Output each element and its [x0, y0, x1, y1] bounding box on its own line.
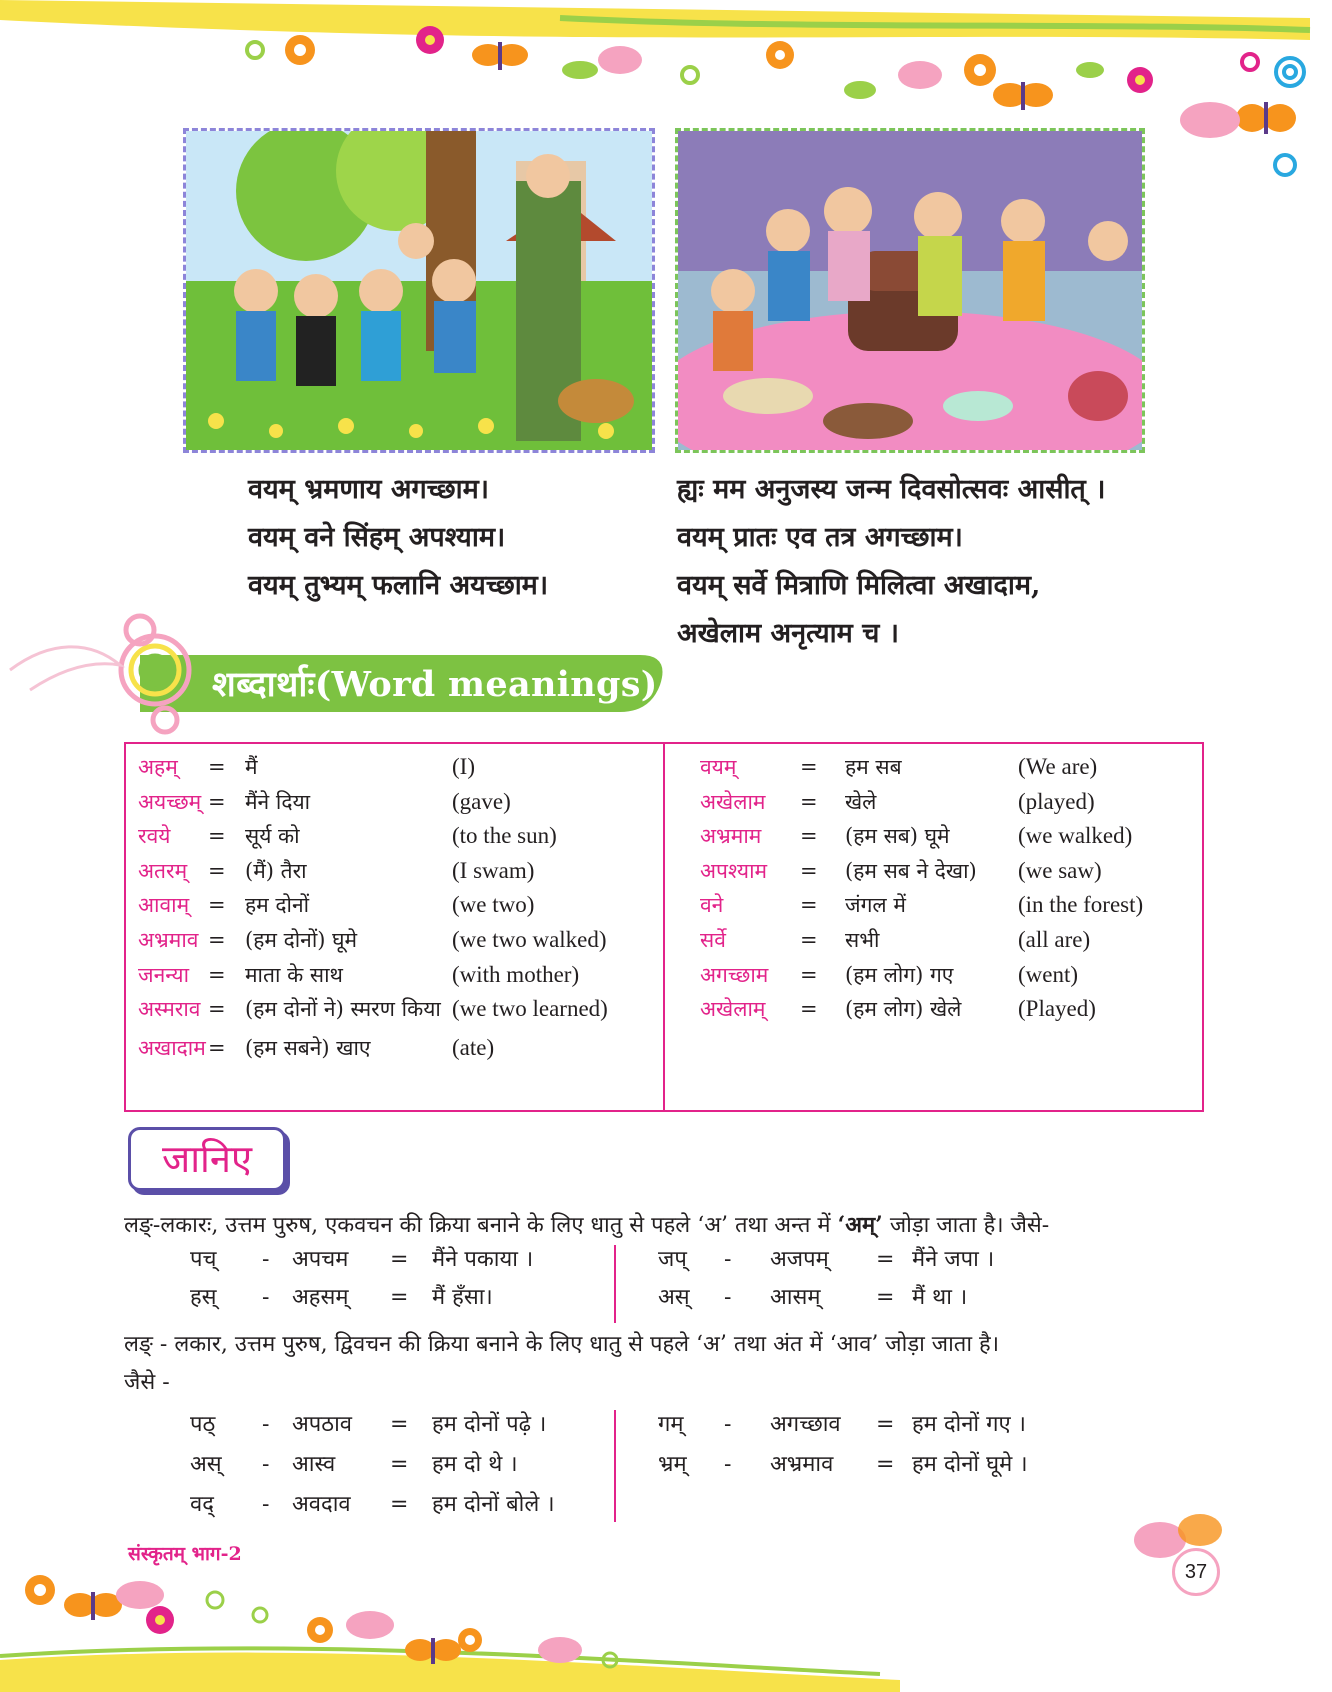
rule1-bold: ‘अम्’ — [837, 1212, 883, 1238]
example-root: पच् — [190, 1247, 217, 1272]
word-equals: = — [208, 997, 226, 1022]
flower-icon — [146, 1606, 174, 1634]
word-hindi: हम सब — [845, 755, 902, 779]
example-dash: - — [262, 1492, 270, 1517]
word-english: (gave) — [452, 788, 511, 814]
word-meaning-row — [138, 856, 658, 886]
word-english: (I swam) — [452, 857, 535, 883]
example-form: अवदाव — [292, 1492, 351, 1517]
word-sanskrit: जनन्या — [138, 962, 190, 987]
example-dash: - — [262, 1412, 270, 1437]
example-root: अस् — [658, 1285, 690, 1310]
example-eq: = — [390, 1247, 409, 1272]
examples-singular — [0, 1245, 1332, 1330]
rule2-line2: जैसे - — [124, 1370, 170, 1395]
word-equals: = — [800, 893, 818, 918]
word-english: (all are) — [1018, 927, 1091, 952]
example-meaning: मैं था । — [912, 1285, 968, 1310]
flower-icon — [458, 1628, 482, 1652]
bottom-decorative-border — [0, 1570, 1332, 1692]
example-form: अपठाव — [292, 1412, 353, 1437]
example-dash: - — [262, 1247, 270, 1272]
butterfly-icon — [1236, 102, 1296, 134]
word-sanskrit: अयच्छम् — [138, 789, 202, 814]
example-form: अगच्छाव — [770, 1412, 841, 1437]
word-english: (we walked) — [1018, 823, 1133, 849]
word-sanskrit: अहम् — [138, 755, 178, 779]
word-equals: = — [208, 1035, 226, 1060]
book-title: संस्कृतम् भाग-2 — [128, 1543, 242, 1565]
flower-icon — [766, 41, 794, 69]
word-meaning-row — [700, 890, 1200, 920]
word-hindi: सभी — [845, 928, 880, 952]
example-dash: - — [262, 1285, 270, 1310]
example-form: अभ्रमाव — [770, 1452, 834, 1477]
word-english: (We are) — [1018, 754, 1098, 779]
birthday-party-illustration — [675, 128, 1145, 453]
word-meaning-row — [138, 752, 658, 782]
word-meaning-row — [700, 787, 1200, 817]
word-meanings-heading: शब्दार्थाः(Word meanings) — [212, 664, 658, 705]
example-root: वद् — [190, 1492, 214, 1517]
example-eq: = — [390, 1452, 409, 1477]
flower-icon — [964, 54, 996, 86]
word-sanskrit: रवये — [138, 824, 171, 849]
word-sanskrit: वने — [700, 893, 724, 918]
example-root: भ्रम् — [658, 1452, 687, 1477]
example-meaning: मैंने पकाया । — [432, 1247, 534, 1272]
word-sanskrit: सर्वे — [700, 928, 726, 952]
examples-divider — [614, 1410, 616, 1522]
example-dash: - — [724, 1285, 732, 1310]
word-meaning-row — [700, 994, 1200, 1024]
word-english: (we two) — [452, 892, 535, 918]
rule1-text — [124, 1210, 1049, 1241]
table-divider — [663, 742, 665, 1112]
examples-divider — [614, 1245, 616, 1323]
word-meaning-row — [700, 752, 1200, 782]
word-equals: = — [800, 962, 818, 987]
word-sanskrit: अभ्रमाव — [138, 928, 199, 952]
word-hindi: (हम लोग) गए — [845, 962, 954, 987]
example-eq: = — [390, 1412, 409, 1437]
verse-line: वयम् सर्वे मित्राणि मिलित्वा अखादाम, — [677, 570, 1041, 601]
word-english: (to the sun) — [452, 823, 557, 849]
word-meaning-row — [700, 960, 1200, 990]
word-meanings-left — [138, 752, 658, 1102]
janiye-title: जानिए — [162, 1137, 252, 1181]
word-sanskrit: अस्मराव — [138, 997, 201, 1022]
example-eq: = — [876, 1412, 895, 1437]
word-hindi: (हम सबने) खाए — [245, 1035, 371, 1060]
word-hindi: सूर्य को — [245, 824, 300, 849]
word-sanskrit: अखादाम — [138, 1035, 206, 1060]
word-english: (I) — [452, 754, 475, 779]
word-meaning-row — [138, 1033, 658, 1063]
word-sanskrit: अतरम् — [138, 858, 188, 883]
word-meaning-row — [138, 994, 658, 1024]
word-equals: = — [800, 997, 818, 1022]
verses-left — [248, 466, 548, 610]
word-meaning-row — [138, 787, 658, 817]
flower-icon — [1127, 67, 1153, 93]
example-eq: = — [390, 1492, 409, 1517]
word-equals: = — [800, 789, 818, 814]
word-english: (we saw) — [1018, 857, 1102, 883]
picnic-illustration — [183, 128, 655, 453]
page-number: 37 — [1172, 1548, 1220, 1596]
example-root: जप् — [658, 1247, 687, 1272]
word-meaning-row — [138, 890, 658, 920]
word-equals: = — [800, 928, 818, 952]
word-english: (in the forest) — [1018, 892, 1144, 918]
word-english: (played) — [1018, 788, 1095, 814]
example-eq: = — [876, 1285, 895, 1310]
word-sanskrit: अगच्छाम — [700, 962, 769, 987]
butterfly-icon — [472, 42, 528, 70]
word-sanskrit: अखेलाम् — [700, 997, 766, 1022]
verse-line: ह्यः मम अनुजस्य जन्म दिवसोत्सवः आसीत् । — [677, 474, 1106, 505]
example-dash: - — [724, 1412, 732, 1437]
word-equals: = — [800, 755, 818, 779]
word-sanskrit: अपश्याम — [700, 858, 768, 883]
word-hindi: (हम लोग) खेले — [845, 997, 962, 1022]
verses-right — [677, 466, 1105, 658]
example-meaning: मैंने जपा । — [912, 1247, 995, 1272]
verse-line: वयम् प्रातः एव तत्र अगच्छाम। — [677, 522, 963, 553]
example-root: गम् — [658, 1412, 684, 1437]
butterfly-icon — [993, 82, 1053, 110]
example-form: अपचम — [292, 1247, 349, 1272]
example-dash: - — [724, 1452, 732, 1477]
example-root: अस् — [190, 1452, 222, 1477]
flower-icon — [285, 35, 315, 65]
word-hindi: (हम सब) घूमे — [845, 824, 950, 849]
word-meanings-right — [700, 752, 1200, 1102]
word-hindi: माता के साथ — [245, 962, 343, 987]
word-sanskrit: अभ्रमाम — [700, 824, 762, 849]
rule1-part: लङ्-लकारः, उत्तम पुरुष, एकवचन की क्रिया बनाने के लिए धातु से पहले ‘अ’ तथा अन्त में — [124, 1213, 838, 1238]
word-meaning-row — [700, 856, 1200, 886]
example-meaning: हम दोनों पढ़े । — [432, 1412, 547, 1437]
example-meaning: हम दोनों गए । — [912, 1412, 1026, 1437]
word-meaning-row — [138, 821, 658, 851]
word-equals: = — [208, 962, 226, 987]
word-english: (Played) — [1018, 996, 1096, 1022]
word-english: (ate) — [452, 1034, 495, 1060]
butterfly-icon — [64, 1592, 122, 1620]
example-eq: = — [876, 1247, 895, 1272]
word-sanskrit: वयम् — [700, 755, 737, 779]
word-hindi: मैंने दिया — [245, 789, 311, 814]
flower-icon — [25, 1575, 55, 1605]
verse-line: वयम् वने सिंहम् अपश्याम। — [248, 522, 506, 553]
word-english: (with mother) — [452, 961, 580, 987]
word-english: (we two walked) — [452, 927, 607, 952]
example-meaning: मैं हँसा। — [432, 1285, 493, 1310]
example-eq: = — [876, 1452, 895, 1477]
word-hindi: (मैं) तैरा — [245, 858, 307, 883]
word-hindi: (हम दोनों ने) स्मरण किया — [245, 997, 441, 1022]
example-form: आसम् — [770, 1285, 821, 1310]
word-hindi: जंगल में — [845, 893, 906, 918]
example-meaning: हम दोनों घूमे । — [912, 1452, 1028, 1477]
example-root: पठ् — [190, 1412, 216, 1437]
word-english: (went) — [1018, 961, 1079, 987]
example-dash: - — [262, 1452, 270, 1477]
flower-icon — [416, 26, 444, 54]
flower-icon — [307, 1617, 333, 1643]
word-hindi: (हम सब ने देखा) — [845, 858, 977, 883]
example-form: अजपम् — [770, 1247, 829, 1272]
word-equals: = — [208, 755, 226, 779]
janiye-box — [128, 1127, 286, 1191]
word-equals: = — [208, 858, 226, 883]
word-equals: = — [208, 893, 226, 918]
example-form: अहसम् — [292, 1285, 349, 1310]
verse-line: वयम् तुभ्यम् फलानि अयच्छाम। — [248, 570, 549, 601]
word-sanskrit: आवाम् — [138, 893, 190, 918]
word-english: (we two learned) — [452, 996, 608, 1022]
word-equals: = — [208, 824, 226, 849]
word-hindi: मैं — [245, 755, 258, 779]
rule2-line1: लङ् - लकार, उत्तम पुरुष, द्विवचन की क्रिया बनाने के लिए धातु से पहले ‘अ’ तथा अंत में ‘आव’ जोड़ा जाता है। — [124, 1332, 1000, 1357]
word-equals: = — [208, 789, 226, 814]
word-meaning-row — [700, 821, 1200, 851]
example-meaning: हम दो थे । — [432, 1452, 518, 1477]
word-meaning-row — [138, 925, 658, 955]
example-form: आस्व — [292, 1452, 336, 1477]
word-meaning-row — [138, 960, 658, 990]
example-eq: = — [390, 1285, 409, 1310]
verse-line: अखेलाम अनृत्याम च । — [677, 618, 899, 649]
verse-line: वयम् भ्रमणाय अगच्छाम। — [248, 474, 489, 505]
word-equals: = — [800, 824, 818, 849]
rule1-part: जोड़ा जाता है। जैसे- — [882, 1213, 1050, 1238]
example-root: हस् — [190, 1285, 217, 1310]
word-equals: = — [800, 858, 818, 883]
word-meaning-row — [700, 925, 1200, 955]
example-meaning: हम दोनों बोले । — [432, 1492, 555, 1517]
word-hindi: (हम दोनों) घूमे — [245, 928, 358, 952]
word-hindi: खेले — [845, 789, 877, 814]
word-equals: = — [208, 928, 226, 952]
word-hindi: हम दोनों — [245, 893, 310, 918]
example-dash: - — [724, 1247, 732, 1272]
word-sanskrit: अखेलाम — [700, 789, 766, 814]
